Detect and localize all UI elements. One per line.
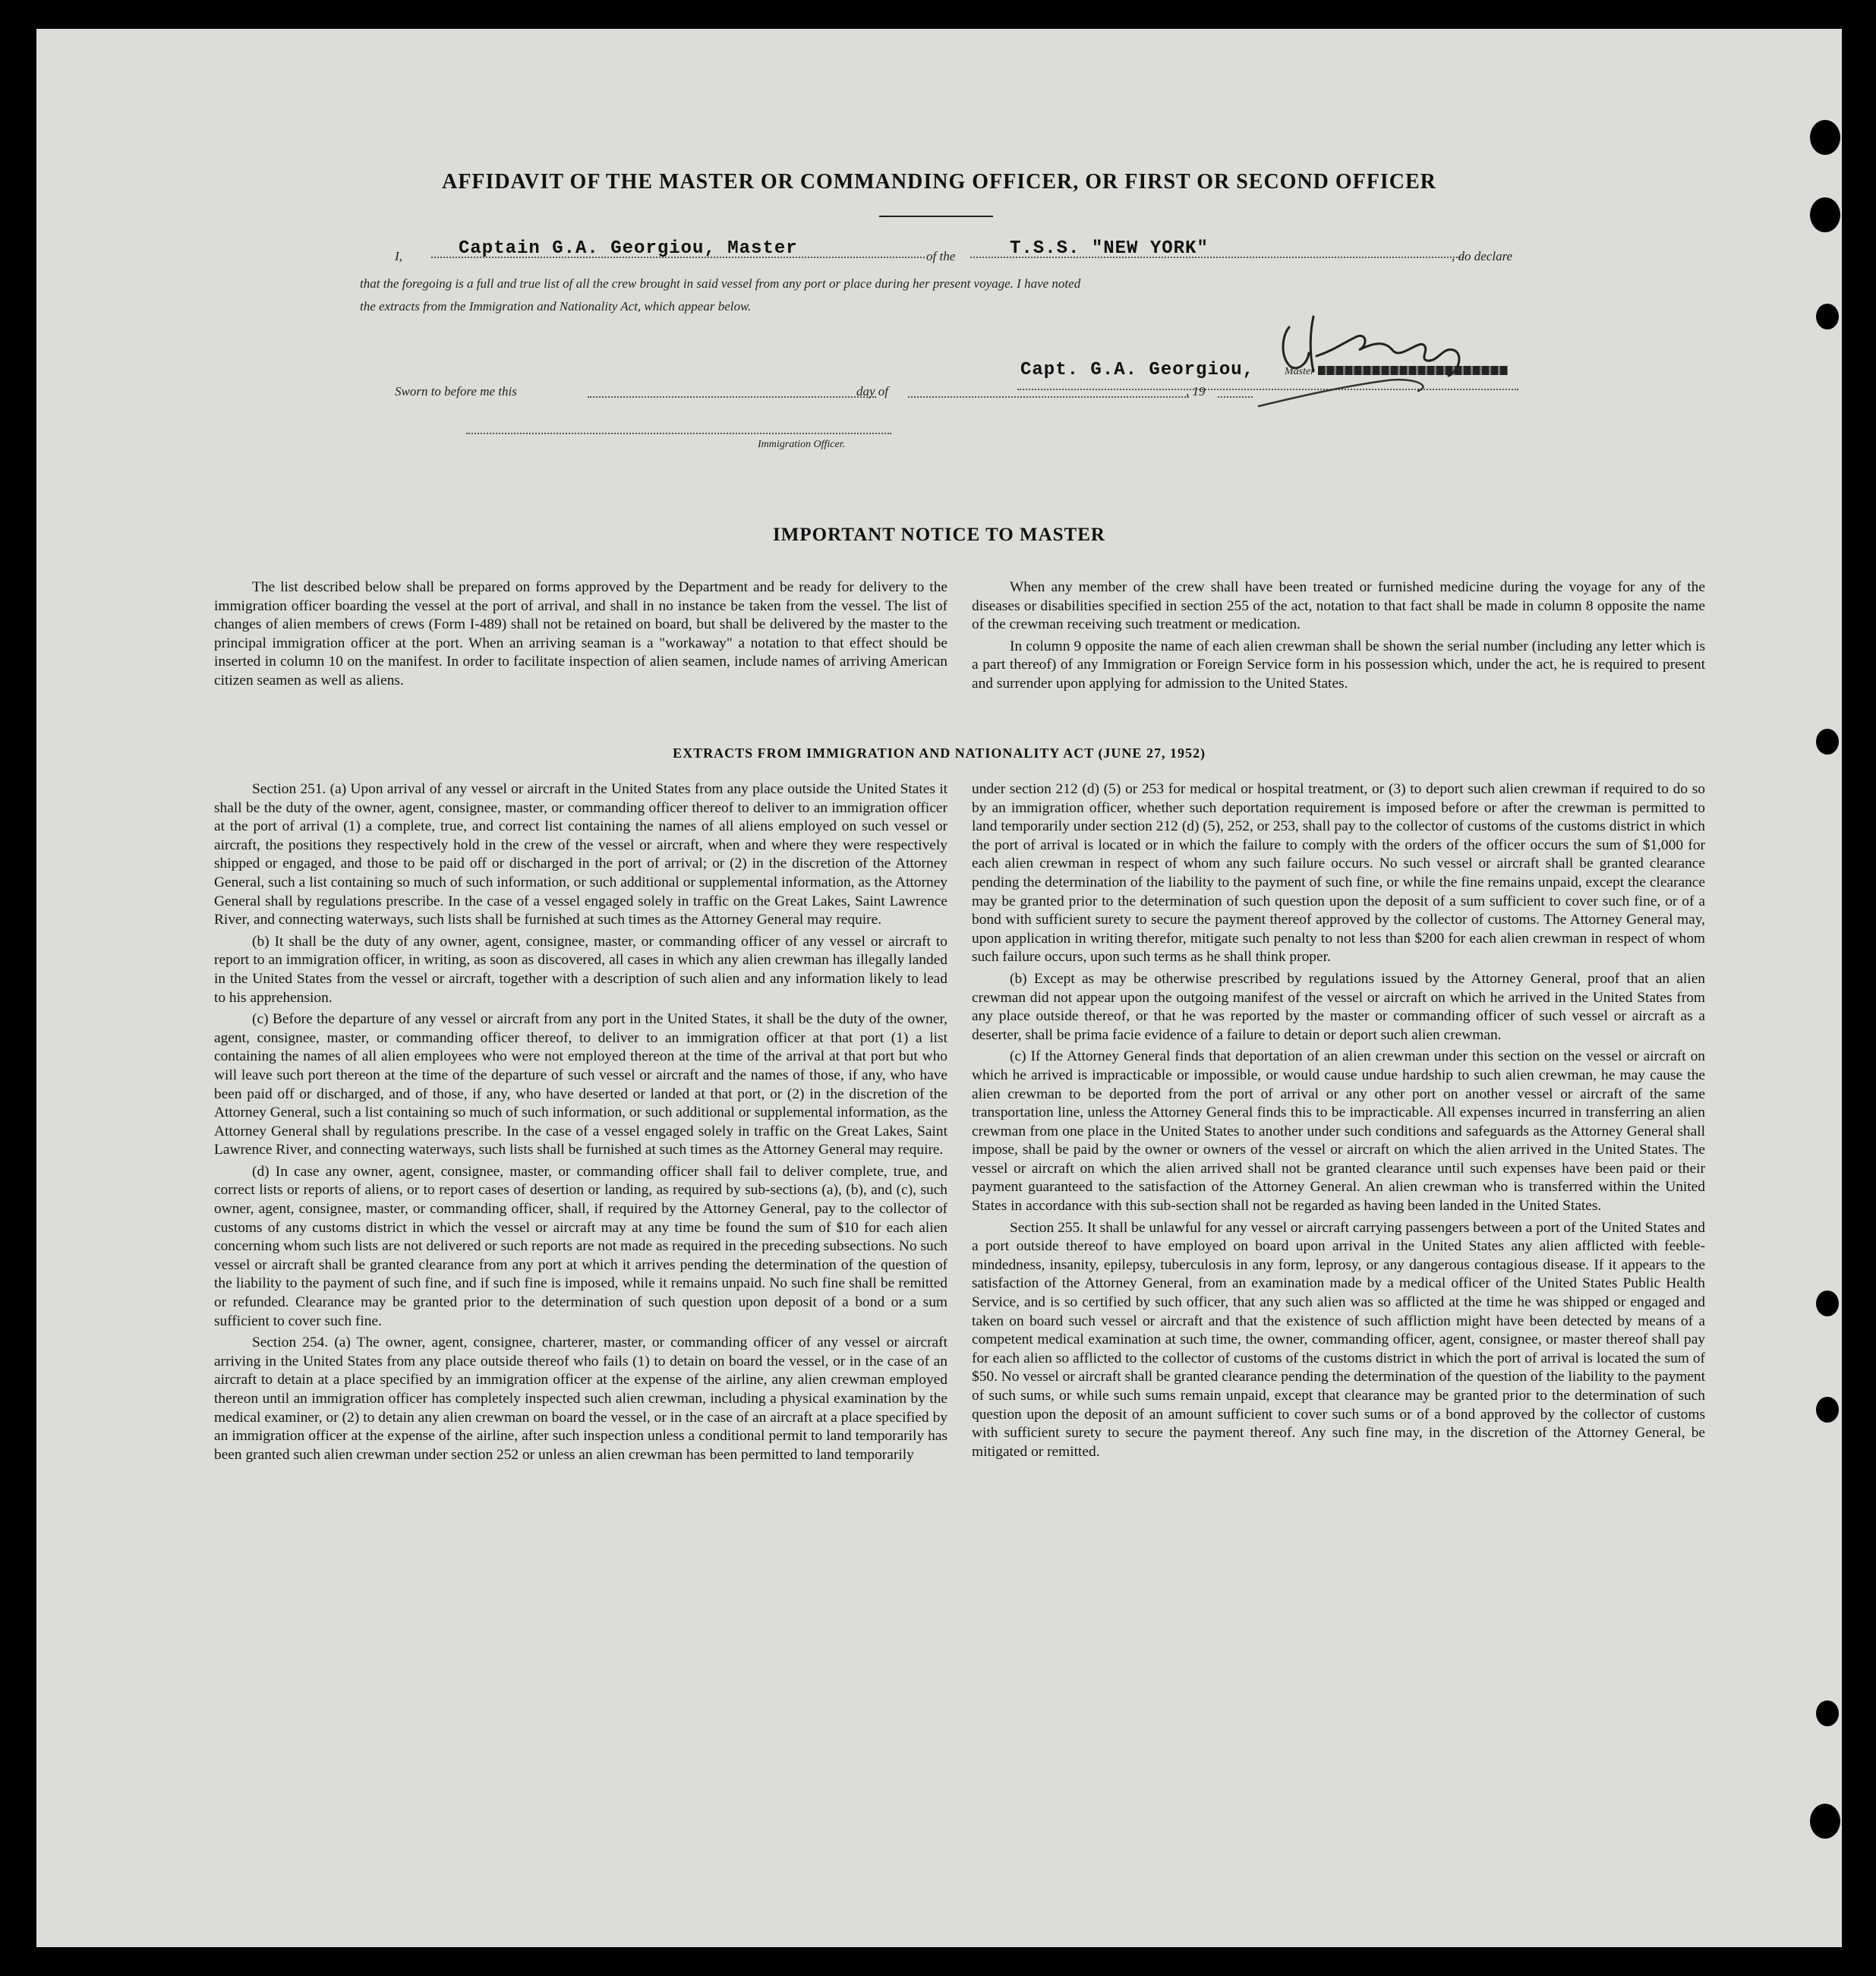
notice-right-column bbox=[972, 578, 1705, 697]
punch-hole bbox=[1816, 1291, 1839, 1316]
officer-signature-line bbox=[466, 433, 891, 434]
punch-hole bbox=[1816, 1397, 1839, 1423]
extract-paragraph: Section 255. It shall be unlawful for any vessel or aircraft carrying passengers between a port of the United States and a port outside thereof to have employed on board upon arrival in the United States any alien afflicted with feeble-mindedness, insanity, epilepsy, tuberculosis in any form, leprosy, or any dangerous contagious disease. If it appears to the satisfaction of the Attorney General, from an examination made by a medical officer of the United States Public Health Service, and is so certified by such officer, that any such alien was so afflicted at the time he was shipped or engaged and taken on board such vessel or aircraft and that the existence of such affliction might have been detected by means of a competent medical examination at such time, the owner, commanding officer, agent, consignee, or master thereof shall pay for each alien so afflicted to the collector of customs of the customs district in which the port of arrival is located the sum of $50. No vessel or aircraft shall be granted clearance pending the determination of the question of the liability to the payment of such sums, or while such sums remain unpaid, except that clearance may be granted prior to the determination of such question upon the deposit of an amount sufficient to cover such sums or of a bond approved by the collector of customs with sufficient surety to secure the payment thereof. Any such fine may, in the discretion of the Attorney General, be mitigated or remitted. bbox=[972, 1219, 1705, 1460]
notice-left-paragraph: The list described below shall be prepared on forms approved by the Department and be ready for delivery to the immigration officer boarding the vessel at the port of arrival, and shall in no instance be taken from the vessel. The list of changes of alien members of crews (Form I-489) shall not be retained on board, but shall be delivered by the master to the principal immigration officer at the port. When an arriving seaman is a "workaway" a notation to that effect should be inserted in column 10 on the manifest. In order to facilitate inspection of alien seamen, include names of arriving American citizen seamen as well as aliens. bbox=[214, 579, 947, 689]
extract-paragraph: (c) If the Attorney General finds that deportation of an alien crewman under this section on the vessel or aircraft on which he arrived is impracticable or impossible, or would cause undue hardship to such alien crewman, he may cause the alien crewman to be deported from the port of arrival or any other port on another vessel or aircraft of the same transportation line, unless the Attorney General finds this to be impracticable. All expenses incurred in transferring an alien crewman from one place in the United States to another under such conditions and safeguards as the Attorney General shall impose, shall be paid by the owner or owners of the vessel or aircraft on which the alien arrived in the United States. The vessel or aircraft on which the alien arrived shall not be granted clearance until such expenses have been paid or their payment guaranteed to the satisfaction of the Attorney General. An alien crewman who is transferred within the United States in accordance with this sub-section shall not be regarded as having been landed in the United States. bbox=[972, 1048, 1705, 1215]
extract-paragraph: (d) In case any owner, agent, consignee, master, or commanding officer shall fail to deliver complete, true, and correct lists or reports of aliens, or to report cases of desertion or landing, as required by sub-sections (a), (b), and (c), such owner, agent, consignee, master, or commanding officer, shall, if required by the Attorney General, pay to the collector of customs of any customs district in which the vessel or aircraft may at any time be found the sum of $10 for each alien concerning whom such lists are not delivered or such reports are not made as required in the preceding subsections. No such vessel or aircraft shall be granted clearance from any port at which it arrives pending the determination of the question of the liability to the payment of such fine, and if such fine is imposed, while it remains unpaid. No such fine shall be remitted or refunded. Clearance may be granted prior to the determination of such question upon deposit of a bond or a sum sufficient to cover such fine. bbox=[214, 1163, 947, 1329]
punch-hole bbox=[1816, 1700, 1839, 1726]
punch-hole bbox=[1816, 304, 1839, 329]
notice-left-column bbox=[214, 578, 947, 694]
pre-name-label: I, bbox=[395, 249, 402, 263]
extracts-left-column bbox=[214, 780, 947, 1467]
do-declare-label: , do declare bbox=[1452, 249, 1513, 263]
extracts-title: EXTRACTS FROM IMMIGRATION AND NATIONALITY ACT (JUNE 27, 1952) bbox=[673, 745, 1206, 761]
notice-title: IMPORTANT NOTICE TO MASTER bbox=[773, 525, 1105, 545]
extract-paragraph: (b) It shall be the duty of any owner, agent, consignee, master, or commanding officer of any vessel or aircraft to report to an immigration officer, in writing, as soon as discovered, all cases in which any alien crewman has illegally landed in the United States from the vessel or aircraft, together with a description of such alien and any information likely to lead to his apprehension. bbox=[214, 933, 947, 1006]
affidavit-title: AFFIDAVIT OF THE MASTER OR COMMANDING OFFICER, OR FIRST OR SECOND OFFICER bbox=[442, 170, 1436, 194]
extract-paragraph: under section 212 (d) (5) or 253 for medical or hospital treatment, or (3) to deport such alien crewman if required to do so by an immigration officer, whether such deportation requirement is imposed before or after the crewman is permitted to land temporarily under section 212 (d) (5), 252, or 253, shall pay to the collector of customs of the customs district in which the port of arrival is located or in which the failure to comply with the orders of the officer occurs the sum of $1,000 for each alien crewman in respect of whom any such failure occurs. No such vessel or aircraft shall be granted clearance pending the determination of the liability to the payment of such fine, or while the fine remains unpaid, except the clearance may be granted prior to the determination of such question upon the deposit of a sum sufficient to cover such fine, or of a bond with sufficient surety to secure the payment thereof approved by the collector of customs. The Attorney General may, upon application in writing therefor, mitigate such penalty to not less than $200 for each alien crewman in respect of whom such failure occurs, upon such terms as he shall think proper. bbox=[972, 781, 1705, 966]
signer-name-field: Capt. G.A. Georgiou, bbox=[1020, 360, 1255, 380]
master-label: Master bbox=[1285, 366, 1315, 377]
punch-hole bbox=[1810, 1804, 1840, 1839]
punch-hole bbox=[1810, 120, 1840, 155]
month-field-line bbox=[908, 396, 1189, 398]
vessel-name-field: T.S.S. "NEW YORK" bbox=[1010, 238, 1209, 259]
year-field-line bbox=[1218, 396, 1253, 398]
master-name-field: Captain G.A. Georgiou, Master bbox=[459, 238, 798, 259]
sworn-before-label: Sworn to before me this bbox=[395, 384, 517, 399]
declaration-text-line1: that the foregoing is a full and true list of all the crew brought in said vessel from any port or place during her present voyage. I have noted bbox=[360, 276, 1081, 291]
punch-hole bbox=[1810, 197, 1840, 232]
notice-right-paragraph-1: When any member of the crew shall have been treated or furnished medicine during the voyage for any of the diseases or disabilities specified in section 255 of the act, notation to that fact shall be made in column 8 opposite the name of the crewman receiving such treatment or medication. bbox=[972, 579, 1705, 633]
sworn-date-line bbox=[588, 396, 876, 398]
of-the-label: of the bbox=[926, 249, 956, 263]
extract-paragraph: (c) Before the departure of any vessel or aircraft from any port in the United States, it shall be the duty of the owner, agent, consignee, master, or commanding officer thereof, to deliver to an immigration officer at that port (1) a list containing the names of all alien employees who were not employed thereon at the time of the arrival at that port but who will leave such port thereon at the time of the departure of such vessel or aircraft and the names of those, if any, who have been paid off or discharged, and of those, if any, who have deserted or landed at that port, or (2) in the discretion of the Attorney General, such a list containing so much of such information, or such additional or supplemental information, as the Attorney General shall by regulations prescribe. In the case of a vessel engaged solely in traffic on the Great Lakes, Saint Lawrence River, and connecting waterways, such lists shall be furnished at such times as the Attorney General may require. bbox=[214, 1011, 947, 1158]
extracts-right-column bbox=[972, 780, 1705, 1464]
year-prefix-label: , 19 bbox=[1186, 384, 1206, 399]
document-page bbox=[36, 29, 1842, 1947]
extract-paragraph: Section 254. (a) The owner, agent, consignee, charterer, master, or commanding officer of any vessel or aircraft arriving in the United States from any place outside thereof who fails (1) to detain on board the vessel, or in the case of an aircraft to detain at a place specified by an immigration officer at the expense of the airline, any alien crewman employed thereon until an immigration officer has completely inspected such alien crewman, including a physical examination by the medical examiner, or (2) to detain any alien crewman on board the vessel, or in the case of an aircraft at a place specified by an immigration officer at the expense of the airline, after such inspection unless a conditional permit to land temporarily has been granted such alien crewman under section 252 or unless an alien crewman has been permitted to land temporarily bbox=[214, 1335, 947, 1463]
handwritten-signature bbox=[1244, 306, 1509, 420]
title-rule bbox=[879, 216, 993, 217]
extract-paragraph: Section 251. (a) Upon arrival of any vessel or aircraft in the United States from any place outside the United States it shall be the duty of the owner, agent, consignee, master, or commanding officer thereof to deliver to an immigration officer at the port of arrival (1) a complete, true, and correct list containing the names of all aliens employed on such vessel or aircraft, the positions they respectively hold in the crew of the vessel or aircraft, when and where they were respectively shipped or engaged, and those to be paid off or discharged in the port of arrival; or (2) in the discretion of the Attorney General, such a list containing so much of such information, or such additional or supplemental information, as the Attorney General shall by regulations prescribe. In the case of a vessel engaged solely in traffic on the Great Lakes, Saint Lawrence River, and connecting waterways, such lists shall be furnished at such times as the Attorney General may require. bbox=[214, 781, 947, 928]
declaration-text-line2: the extracts from the Immigration and Nationality Act, which appear below. bbox=[360, 299, 752, 314]
extract-paragraph: (b) Except as may be otherwise prescribed by regulations issued by the Attorney General, proof that an alien crewman did not appear upon the outgoing manifest of the vessel or aircraft on which he arrived in the United States from any place outside thereof, or that he was reported by the master or commanding officer of such vessel or aircraft as a deserter, shall be prima facie evidence of a failure to detain or deport such alien crewman. bbox=[972, 970, 1705, 1043]
day-of-label: day of bbox=[856, 384, 889, 399]
immigration-officer-label: Immigration Officer. bbox=[758, 439, 846, 450]
notice-right-paragraph-2: In column 9 opposite the name of each alien crewman shall be shown the serial number (including any letter which is a part thereof) of any Immigration or Foreign Service form in his possession which, under the act, he is required to present and surrender upon applying for admission to the United States. bbox=[972, 638, 1705, 692]
